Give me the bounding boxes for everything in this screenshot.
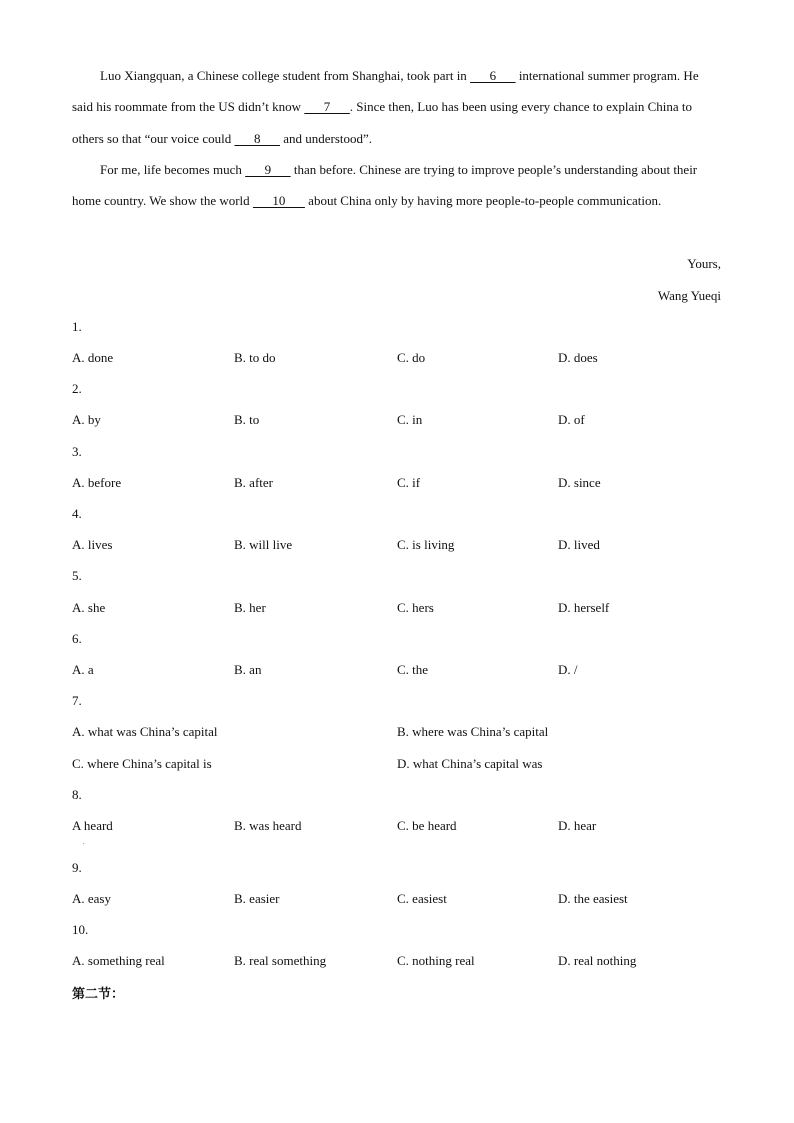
blank-8: 8: [234, 130, 280, 146]
letter-closing: Yours,: [687, 256, 721, 271]
option-d: D. lived: [558, 537, 600, 552]
option-d: D. real nothing: [558, 953, 637, 968]
option-b: B. an: [234, 662, 262, 677]
question-number: 3.: [72, 444, 82, 459]
question-number: 7.: [72, 693, 82, 708]
option-a: A. done: [72, 350, 114, 365]
option-b: B. real something: [234, 953, 327, 968]
option-b: B. to do: [234, 350, 276, 365]
blank-7: 7: [304, 99, 350, 115]
blank-9: 9: [245, 162, 291, 177]
option-b: B. easier: [234, 891, 280, 906]
stray-dot: .: [83, 840, 85, 846]
option-d: D. does: [558, 350, 598, 365]
section-heading: 第二节：: [72, 987, 125, 1002]
passage-text: about China only by having more people-to-people communication.: [304, 193, 662, 209]
question-number: 9.: [72, 860, 82, 875]
passage-text: international summer program. He said his roommate from the US didn’t know: [72, 68, 699, 115]
option-a: A. something real: [72, 953, 165, 968]
option-b: B. will live: [234, 537, 293, 552]
blank-6: 6: [470, 68, 516, 83]
option-a: A. before: [72, 475, 122, 490]
option-c: C. nothing real: [397, 953, 475, 968]
option-c: C. easiest: [397, 891, 447, 906]
blank-10: 10: [252, 193, 305, 209]
option-b: B. where was China’s capital: [397, 724, 549, 739]
question-number: 4.: [72, 506, 82, 521]
option-c: C. if: [397, 475, 421, 490]
option-a: A heard: [72, 818, 113, 833]
option-a: A. what was China’s capital: [72, 724, 218, 739]
option-c: C. the: [397, 662, 429, 677]
passage-paragraph-1: [72, 60, 722, 154]
option-c: C. be heard: [397, 818, 457, 833]
letter-signature: Wang Yueqi: [657, 288, 721, 303]
option-d: D. the easiest: [558, 891, 628, 906]
option-c: C. where China’s capital is: [72, 756, 212, 771]
option-d: D. of: [558, 412, 585, 427]
option-a: A. she: [72, 600, 106, 615]
passage-text: Luo Xiangquan, a Chinese college student from Shanghai, took part in: [100, 68, 471, 83]
option-a: A. easy: [72, 891, 111, 906]
option-c: C. is living: [397, 537, 455, 552]
option-d: D. since: [558, 475, 601, 490]
passage-paragraph-2: [72, 154, 722, 217]
option-d: D. what China’s capital was: [397, 756, 543, 771]
option-d: D. herself: [558, 600, 610, 615]
option-a: A. a: [72, 662, 94, 677]
passage-text: than before. Chinese are trying to improve people’s understanding about their home country. We show the world: [72, 162, 698, 209]
question-number: 10.: [72, 922, 89, 937]
option-b: B. after: [234, 475, 273, 490]
option-c: C. in: [397, 412, 423, 427]
passage-text: For me, life becomes much: [100, 162, 246, 177]
question-number: 8.: [72, 787, 82, 802]
option-c: C. do: [397, 350, 426, 365]
option-d: D. hear: [558, 818, 597, 833]
option-b: B. her: [234, 600, 266, 615]
question-number: 2.: [72, 381, 82, 396]
option-d: D. /: [558, 662, 578, 677]
option-c: C. hers: [397, 600, 434, 615]
passage-text: . Since then, Luo has been using every chance to explain China to others so that “our voice could: [72, 99, 693, 146]
question-number: 1.: [72, 319, 82, 334]
option-a: A. by: [72, 412, 101, 427]
option-a: A. lives: [72, 537, 113, 552]
passage-text: and understood”.: [279, 130, 373, 146]
question-number: 6.: [72, 631, 82, 646]
question-number: 5.: [72, 568, 82, 583]
option-b: B. to: [234, 412, 260, 427]
option-b: B. was heard: [234, 818, 302, 833]
